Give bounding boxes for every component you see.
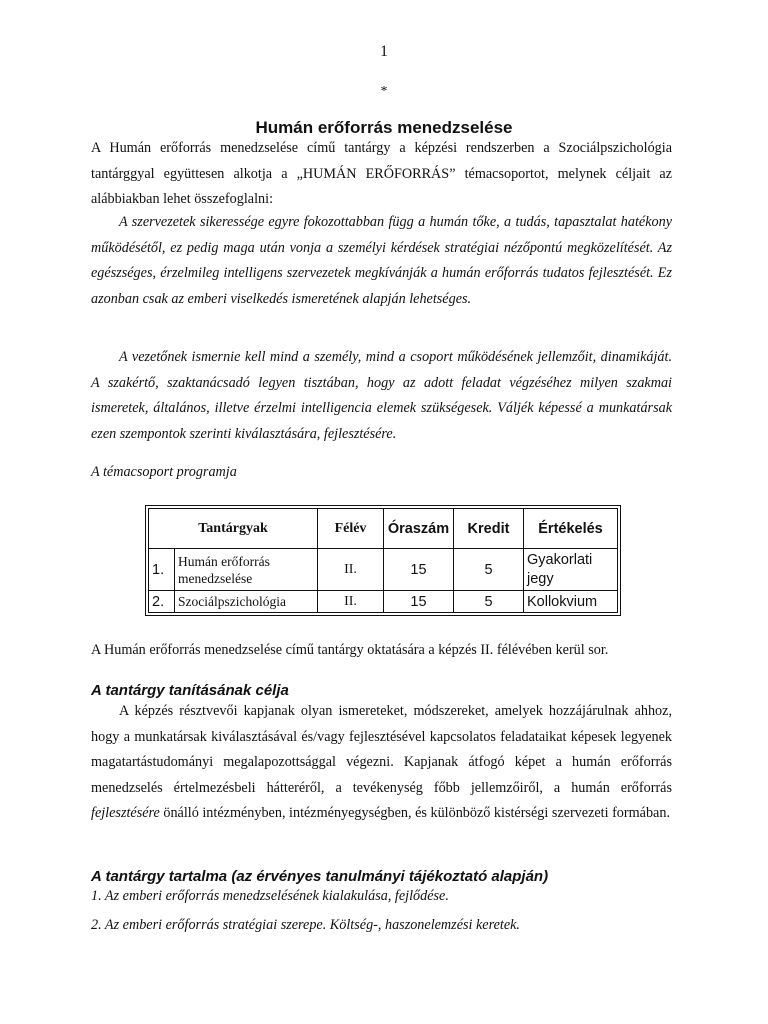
- row-subject: Humán erőforrás menedzselése: [175, 549, 318, 591]
- row-hours: 15: [384, 549, 454, 591]
- program-table: [145, 505, 621, 616]
- semester-note: A Humán erőforrás menedzselése című tantárgy oktatására a képzés II. félévében kerül sor.: [91, 642, 609, 658]
- row-number: 1.: [149, 549, 175, 591]
- page-title: Humán erőforrás menedzselése: [255, 118, 513, 137]
- header-semester: Félév: [318, 509, 384, 549]
- header-subjects: Tantárgyak: [149, 509, 318, 549]
- program-label: A témacsoport programja: [91, 464, 237, 480]
- row-evaluation: Kollokvium: [524, 591, 618, 613]
- table-row: [149, 591, 618, 613]
- section-heading-goal: A tantárgy tanításának célja: [91, 682, 289, 699]
- italic-emphasis: fejlesztésére: [91, 805, 160, 821]
- intro-paragraph: A Humán erőforrás menedzselése című tantárgy a képzési rendszerben a Szociálpszichológia tantárggyal együttesen alkotja a „HUMÁN ERŐFORRÁS” témacsoportot, melynek céljait az alábbiakban lehet összefoglalni:: [91, 140, 672, 207]
- quote-paragraph-1: A szervezetek sikeressége egyre fokozottabban függ a humán tőke, a tudás, tapasztalat hatékony működésétől, ez pedig maga után vonja a személyi kérdések stratégiai nézőpontú megközelítését. Az egészséges, érzelmileg intelligens szervezetek megkívánják a humán erőforrás tudatos fejlesztését. Ez azonban csak az emberi viselkedés ismeretének alapján lehetséges.: [91, 214, 672, 307]
- goal-paragraph: A képzés résztvevői kapjanak olyan ismereteket, módszereket, amelyek hozzájárulnak ahhoz, hogy a munkatársak kiválasztásával és/vagy fejlesztésével kapcsolatos feladataikat képesek legyenek magatartástudományi megalapozottsággal végezni. Kapjanak átfogó képet a humán erőforrás menedzselés értelmezésbeli hátteréről, a tevékenység főbb jellemzőiről, a humán erőforrás fejlesztésére önálló intézményben, intézményegységben, és különböző kistérségi szervezeti formában.: [91, 703, 672, 821]
- row-credit: 5: [454, 591, 524, 613]
- row-semester: II.: [318, 549, 384, 591]
- row-credit: 5: [454, 549, 524, 591]
- row-evaluation: Gyakorlati jegy: [524, 549, 618, 591]
- header-evaluation: Értékelés: [524, 509, 618, 549]
- table-header-row: [149, 509, 618, 549]
- asterisk-separator: *: [380, 84, 388, 99]
- section-heading-content: A tantárgy tartalma (az érvényes tanulmányi tájékoztató alapján): [91, 868, 549, 885]
- quote-paragraph-2: A vezetőnek ismernie kell mind a személy, mind a csoport működésének jellemzőit, dinamikáját. A szakértő, szaktanácsadó legyen tisztában, hogy az adott feladat végzéséhez milyen szakmai ismeretek, általános, illetve érzelmi intelligencia elemek szükségesek. Váljék képessé a munkatársak ezen szempontok szerinti kiválasztására, fejlesztésére.: [91, 349, 672, 442]
- table-row: [149, 549, 618, 591]
- page-number: 1: [380, 43, 388, 60]
- row-number: 2.: [149, 591, 175, 613]
- list-item: 2. Az emberi erőforrás stratégiai szerepe. Költség-, haszonelemzési keretek.: [91, 917, 520, 933]
- row-hours: 15: [384, 591, 454, 613]
- list-item: 1. Az emberi erőforrás menedzselésének kialakulása, fejlődése.: [91, 888, 449, 904]
- header-credit: Kredit: [454, 509, 524, 549]
- row-semester: II.: [318, 591, 384, 613]
- header-hours: Óraszám: [384, 509, 454, 549]
- row-subject: Szociálpszichológia: [175, 591, 318, 613]
